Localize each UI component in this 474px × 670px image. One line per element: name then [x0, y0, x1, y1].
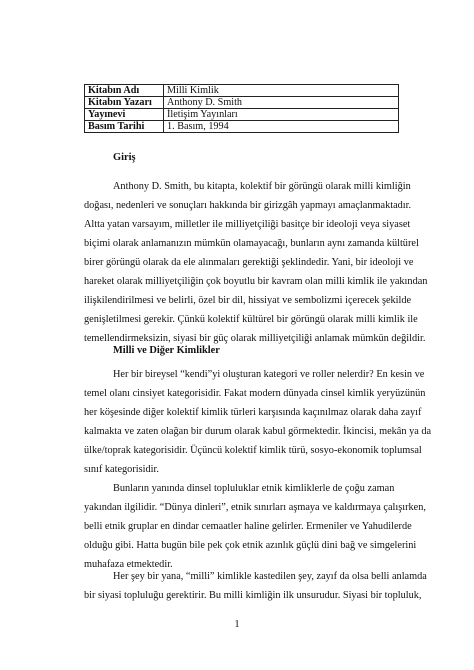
text-line: Altta yatan varsayım, milletler ile milliyetçiliği basitçe bir ideoloji veya siyaset: [84, 219, 411, 230]
table-row: [85, 109, 399, 121]
text-line: hareket olarak milliyetçiliğin çok boyutlu bir kavram olan milli kimlik ile yakından: [84, 276, 428, 287]
publisher-value: İletişim Yayınları: [164, 109, 399, 121]
book-info-table: [84, 84, 399, 133]
text-line: her köşesinde diğer kolektif kimlik türleri karşısında kaçınılmaz olarak daha zayıf: [84, 407, 422, 418]
text-line: Her bir bireysel “kendi”yi oluşturan kategori ve roller nelerdir? En kesin ve: [113, 369, 425, 380]
publisher-key: Yayınevi: [85, 109, 164, 121]
text-line: ilişkilendirilmesi ve belirli, özel bir dil, hissiyat ve sembolizmi içerecek şekilde: [84, 295, 412, 306]
text-line: doğası, nedenleri ve sonuçları hakkında bir girizgâh yapmayı amaçlanmaktadır.: [84, 200, 412, 211]
table-row: [85, 85, 399, 97]
text-line: olduğu gibi. Hatta bugün bile pek çok etnik azınlık güçlü dini bağ ve simgelerini: [84, 540, 417, 551]
book-author-key: Kitabın Yazarı: [85, 97, 164, 109]
text-line: temellendirmeksizin, siyasi bir güç olarak milliyetçiliği anlamak mümkün değildir.: [84, 333, 426, 344]
paragraph-identities-3: [84, 567, 427, 605]
text-line: temel olanı cinsiyet kategorisidir. Fakat modern dünyada cinsel kimlik yeryüzünün: [84, 388, 426, 399]
text-line: Her şey bir yana, “milli” kimlikle kastedilen şey, zayıf da olsa belli anlamda: [113, 571, 427, 582]
text-line: sınıf kategorisidir.: [84, 464, 159, 475]
text-line: bir siyasi topluluğu gerektirir. Bu milli kimliğin ilk unsurudur. Siyasi bir topluluk,: [84, 590, 422, 601]
text-line: birer görüngü olarak da ele alınmaları gerektiği şeklindedir. Yani, bir ideoloji ve: [84, 257, 414, 268]
text-line: Bunların yanında dinsel topluluklar etnik kimliklerle de çoğu zaman: [113, 483, 395, 494]
book-title-key: Kitabın Adı: [85, 85, 164, 97]
text-line: Anthony D. Smith, bu kitapta, kolektif bir görüngü olarak milli kimliğin: [113, 181, 411, 192]
page-number: 1: [234, 619, 240, 630]
paragraph-identities-2: [84, 479, 426, 574]
edition-value: 1. Basım, 1994: [164, 121, 399, 133]
paragraph-intro: [84, 177, 428, 348]
text-line: belli etnik gruplar en dindar cemaatler haline gelirler. Ermeniler ve Yahudilerde: [84, 521, 412, 532]
section-heading-identities: Milli ve Diğer Kimlikler: [113, 345, 220, 356]
table-row: [85, 121, 399, 133]
edition-key: Basım Tarihi: [85, 121, 164, 133]
text-line: biçimi olarak anlamanızın mümkün olamayacağı, bunların aynı zamanda kültürel: [84, 238, 419, 249]
text-line: yakından ilgilidir. “Dünya dinleri”, etnik sınırları aşmaya ve kaldırmaya çalışırken,: [84, 502, 426, 513]
table-row: [85, 97, 399, 109]
text-line: kalmakta ve zaten olağan bir durum olarak kabul görmektedir. İkincisi, mekân ya da: [84, 426, 432, 437]
book-title-value: Milli Kimlik: [164, 85, 399, 97]
text-line: ülke/toprak kategorisidir. Üçüncü kolektif kimlik türü, sosyo-ekonomik toplumsal: [84, 445, 422, 456]
paragraph-identities-1: [84, 365, 432, 479]
text-line: genişletilmesi gerekir. Çünkü kolektif kültürel bir görüngü olarak milli kimlik ile: [84, 314, 418, 325]
book-author-value: Anthony D. Smith: [164, 97, 399, 109]
text-line: muhafaza etmektedir.: [84, 559, 173, 570]
section-heading-intro: Giriş: [113, 152, 136, 163]
